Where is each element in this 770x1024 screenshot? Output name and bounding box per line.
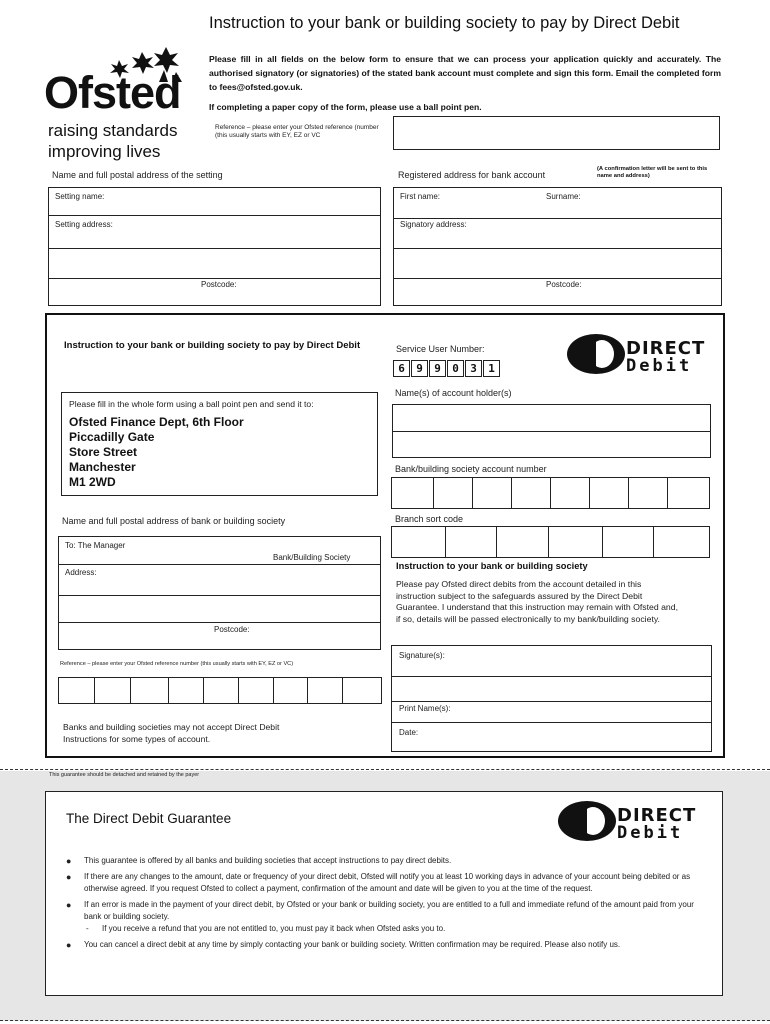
service-digit: 1 [483, 360, 500, 377]
surname-label: Surname: [546, 192, 581, 201]
registered-postcode-input[interactable] [590, 278, 720, 305]
guarantee-direct-debit-logo [557, 799, 702, 843]
bank-note: Banks and building societies may not accept Direct Debit Instructions for some types of account. [63, 722, 280, 744]
bank-instruction-text: Please pay Ofsted direct debits from the account detailed in this instruction subject to the safeguards assured by the Direct Debit Guarantee. I understand that this instruction may remain with Ofsted and, if so, details will be passed electronically to my bank/building society. [396, 579, 679, 624]
tagline-1: raising standards [48, 121, 178, 140]
guarantee-sub-bullet: - If you receive a refund that you are not entitled to, you must pay it back when Ofsted asks you to. [86, 924, 446, 933]
holder-input[interactable] [392, 404, 711, 458]
guarantee-bullet: ● You can cancel a direct debit at any time by simply contacting your bank or building society. Written confirmation may be required. Please also notify us. [66, 940, 621, 950]
surname-input[interactable] [590, 188, 720, 216]
service-user-number [393, 359, 501, 377]
paper-note: If completing a paper copy of the form, please use a ball point pen. [209, 102, 482, 112]
service-digit: 3 [465, 360, 482, 377]
to-manager-label: To: The Manager [65, 541, 126, 550]
dd-line2: Debit [617, 823, 684, 843]
first-name-label: First name: [400, 192, 441, 201]
ofsted-wordmark: Ofsted [44, 67, 181, 118]
bank-postcode-input[interactable] [255, 622, 380, 649]
registered-heading: Registered address for bank account [398, 170, 546, 180]
address-line: Piccadilly Gate [69, 430, 155, 444]
dd-line2: Debit [626, 356, 693, 376]
service-digit: 9 [429, 360, 446, 377]
sort-code-label: Branch sort code [395, 514, 464, 524]
print-name-label: Print Name(s): [399, 704, 451, 713]
signature-label: Signature(s): [399, 651, 445, 660]
instruction-heading: Instruction to your bank or building society to pay by Direct Debit [64, 340, 361, 351]
bank-reference-label: Reference – please enter your Ofsted reference number (this usually starts with EY, EZ or VC) [60, 661, 294, 667]
setting-postcode-label: Postcode: [201, 280, 237, 289]
address-line: Ofsted Finance Dept, 6th Floor [69, 415, 244, 429]
bank-instruction-heading: Instruction to your bank or building society [396, 561, 588, 571]
guarantee-list [64, 855, 704, 955]
bank-postcode-label: Postcode: [214, 625, 250, 634]
page-title: Instruction to your bank or building society to pay by Direct Debit [209, 14, 680, 32]
address-line: Manchester [69, 460, 136, 474]
service-digit: 9 [411, 360, 428, 377]
first-name-input[interactable] [450, 188, 540, 216]
service-user-label: Service User Number: [396, 344, 485, 354]
intro-text: Please fill in all fields on the below form to ensure that we can process your application quickly and accurately. The authorised signatory (or signatories) of the stated bank account must complete and sign this form. Email the completed form to fees@ofsted.gov.uk. [209, 54, 721, 92]
ofsted-finance-address [69, 415, 244, 490]
bank-address-input[interactable] [110, 565, 380, 620]
direct-debit-icon [557, 799, 617, 843]
signatory-address-label: Signatory address: [400, 220, 467, 229]
bank-name-input[interactable] [140, 538, 210, 562]
service-digit: 6 [393, 360, 410, 377]
setting-name-label: Setting name: [55, 192, 105, 201]
reference-label: Reference – please enter your Ofsted reference (number (this usually starts with EY, EZ or VC [215, 124, 379, 139]
setting-address-input[interactable] [130, 215, 380, 277]
account-number-input[interactable] [391, 477, 710, 509]
ofsted-logo [44, 42, 204, 162]
sort-code-input[interactable] [391, 526, 710, 558]
reference-input[interactable] [393, 116, 720, 150]
tagline-2: improving lives [48, 142, 161, 161]
detach-line-top [0, 769, 770, 770]
dd-line1: DIRECT [626, 338, 706, 359]
guarantee-bullet: ● If an error is made in the payment of your direct debit, by Ofsted or your bank or building society, you are entitled to a full and immediate refund of the amount paid from your bank or building society. [66, 900, 694, 921]
address-line: Store Street [69, 445, 138, 459]
setting-postcode-input[interactable] [245, 278, 380, 305]
detach-line-bottom [0, 1020, 770, 1021]
address-line: M1 2WD [69, 475, 116, 489]
holder-label: Name(s) of account holder(s) [395, 388, 512, 398]
bank-reference-input[interactable] [58, 677, 382, 704]
registered-postcode-label: Postcode: [546, 280, 582, 289]
date-input[interactable] [425, 722, 710, 751]
setting-address-label: Setting address: [55, 220, 113, 229]
guarantee-title: The Direct Debit Guarantee [66, 811, 232, 826]
send-to-box [61, 392, 378, 496]
print-name-input[interactable] [460, 701, 710, 721]
bank-heading: Name and full postal address of bank or building society [62, 516, 286, 526]
bank-address-label: Address: [65, 568, 97, 577]
setting-name-input[interactable] [110, 188, 380, 214]
direct-debit-logo [566, 332, 711, 376]
signatory-address-input[interactable] [480, 219, 720, 277]
account-label: Bank/building society account number [395, 464, 547, 474]
dd-line1: DIRECT [617, 805, 697, 826]
signature-input[interactable] [455, 646, 710, 700]
detach-note: This guarantee should be detached and retained by the payer [49, 772, 200, 778]
setting-heading: Name and full postal address of the setting [52, 170, 223, 180]
guarantee-bullet: ● This guarantee is offered by all banks and building societies that accept instructions to pay direct debits. [66, 856, 452, 866]
guarantee-bullet: ● If there are any changes to the amount, date or frequency of your direct debit, Ofsted will notify you at least 10 working days in advance of your account being debited or as otherwise agreed. If you request Ofsted to collect a payment, confirmation of the amount and date will be given to you at the time of the request. [66, 872, 691, 893]
bank-society-label: Bank/Building Society [273, 553, 351, 562]
service-digit: 0 [447, 360, 464, 377]
send-note: Please fill in the whole form using a ball point pen and send it to: [69, 399, 314, 409]
date-label: Date: [399, 728, 419, 737]
direct-debit-icon [566, 332, 626, 376]
registered-note: (A confirmation letter will be sent to this name and address) [597, 166, 708, 179]
